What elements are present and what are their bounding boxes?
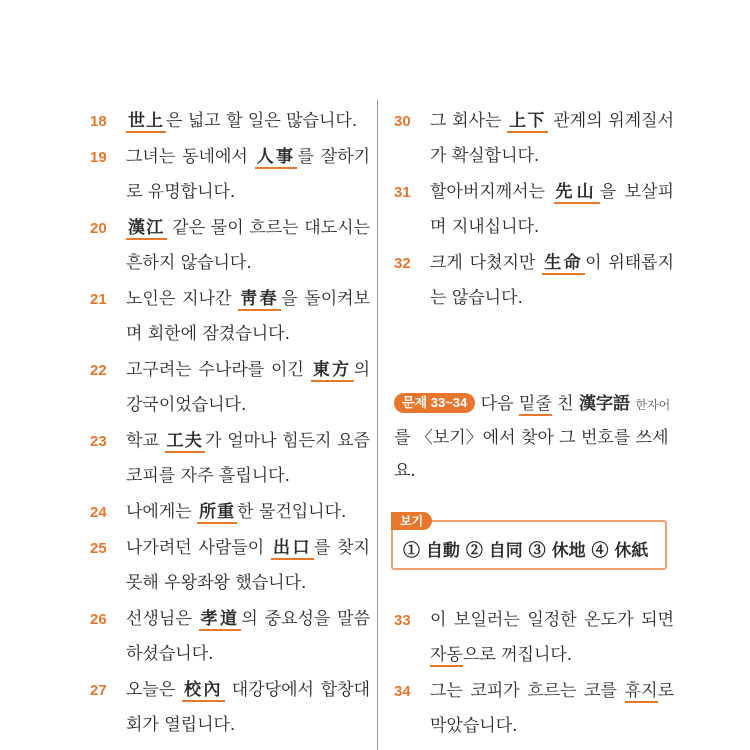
list-item: [90, 104, 370, 139]
list-item: [90, 531, 370, 601]
hanja-word: 上下: [509, 111, 546, 131]
question-instruction: 문제 33~34 다음 밑줄 친 漢字語 한자어를 〈보기〉에서 찾아 그 번호를 쓰세요.: [394, 394, 671, 481]
item-text: 오늘은 校內 대강당에서 합창대회가 열립니다.: [126, 680, 371, 735]
item-number: 21: [90, 291, 107, 308]
hanja-word: 先山: [555, 182, 598, 202]
hanja-word: 工夫: [166, 431, 204, 451]
hanja-word: 出口: [273, 538, 312, 558]
hanja-reading: 한자어: [635, 398, 671, 412]
item-text: 世上 은 넓고 할 일은 많습니다.: [128, 111, 358, 131]
item-text: 나가려던 사람들이 出口 를 찾지 못해 우왕좌왕 했습니다.: [126, 538, 371, 593]
list-item: [90, 140, 370, 210]
underlined-word: 휴지: [624, 681, 658, 701]
item-number: 20: [90, 220, 107, 237]
list-item: [90, 673, 370, 743]
question-badge: 문제 33~34: [394, 393, 475, 413]
hanja-word: 孝道: [200, 609, 240, 629]
item-text: 할아버지께서는 先山 을 보살피며 지내십니다.: [430, 182, 675, 237]
right-column: [394, 104, 674, 317]
item-text: 크게 다쳤지만 生命 이 위태롭지는 않습니다.: [430, 253, 675, 308]
hanja-word: 靑春: [240, 289, 280, 309]
item-number: 22: [90, 362, 107, 379]
item-text: 고구려는 수나라를 이긴 東方 의 강국이었습니다.: [126, 360, 371, 415]
list-item: [90, 282, 370, 352]
item-number: 25: [90, 540, 107, 557]
list-item: [90, 424, 370, 494]
list-item: [90, 211, 370, 281]
item-number: 34: [394, 683, 411, 700]
item-number: 32: [394, 255, 411, 272]
item-number: 30: [394, 113, 411, 130]
hanja-word: 漢江: [128, 218, 165, 238]
item-text: 이 보일러는 일정한 온도가 되면 자동으로 꺼집니다.: [430, 610, 674, 665]
hanja-word: 東方: [312, 360, 352, 380]
list-item: [90, 495, 370, 530]
list-item: [394, 175, 674, 245]
item-number: 31: [394, 184, 411, 201]
item-text: 나에게는 所重 한 물건입니다.: [126, 502, 347, 522]
item-number: 23: [90, 433, 107, 450]
underlined-word: 자동: [430, 645, 463, 665]
item-number: 24: [90, 504, 107, 521]
hanja-word: 人事: [256, 147, 296, 167]
item-number: 33: [394, 612, 411, 629]
list-item: [90, 602, 370, 672]
item-number: 26: [90, 611, 107, 628]
item-text: 선생님은 孝道 의 중요성을 말씀하셨습니다.: [126, 609, 371, 664]
item-text: 노인은 지나간 靑春 을 돌이켜보며 회한에 잠겼습니다.: [126, 289, 371, 344]
list-item: [90, 353, 370, 423]
item-text: 그녀는 동네에서 人事 를 잘하기로 유명합니다.: [126, 147, 371, 202]
list-item: [394, 603, 674, 673]
item-number: 27: [90, 682, 107, 699]
answer-items: [394, 603, 674, 745]
column-divider: [377, 100, 378, 750]
underlined-word: 밑줄: [518, 394, 552, 414]
hanja-term: 漢字語: [579, 394, 630, 414]
left-column: [90, 104, 370, 744]
item-text: 漢江 같은 물이 흐르는 대도시는 흔하지 않습니다.: [126, 218, 370, 273]
list-item: [394, 246, 674, 316]
hanja-word: 生命: [544, 253, 584, 273]
item-text: 그 회사는 上下 관계의 위계질서가 확실합니다.: [430, 111, 674, 166]
example-options: ① 自動 ② 自同 ③ 休地 ④ 休紙: [403, 541, 649, 561]
item-number: 19: [90, 149, 107, 166]
item-text: 학교 工夫 가 얼마나 힘든지 요즘 코피를 자주 흘립니다.: [126, 431, 371, 486]
item-text: 그는 코피가 흐르는 코를 휴지로 막았습니다.: [430, 681, 674, 736]
hanja-word: 所重: [199, 502, 236, 522]
hanja-word: 世上: [128, 111, 164, 131]
list-item: [394, 104, 674, 174]
hanja-word: 校內: [184, 680, 223, 700]
example-tag: 보기: [391, 512, 432, 530]
example-box: [391, 514, 667, 570]
item-number: 18: [90, 113, 107, 130]
list-item: [394, 674, 674, 744]
